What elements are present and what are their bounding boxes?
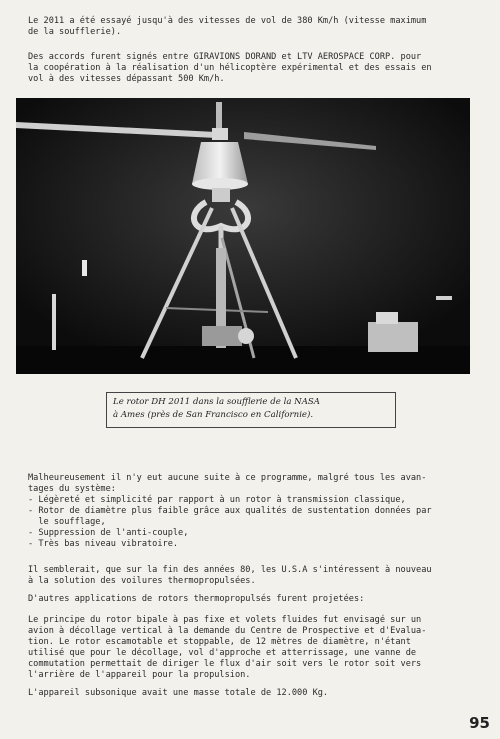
paragraph-agreements: Des accords furent signés entre GIRAVIONS DORAND et LTV AEROSPACE CORP. pour la coopération à la réalisation d'un hélicoptère expérimental et des essais en vol à des vitesses dépassant 500 Km/h. <box>28 52 432 84</box>
paragraph-rotor-principle: Le principe du rotor bipale à pas fixe et volets fluides fut envisagé sur un avion à décollage vertical à la demande du Centre de Prospective et d'Evalua- tion. Le rotor escamotable et stoppable, de 12 mètres de diamètre, n'étant utilisé que pour le décollage, vol d'approche et atterrissage, une vanne de commutation permettait de diriger le flux d'air soit vers le rotor soit vers l'arrière de l'appareil pour la propulsion. <box>28 615 427 680</box>
paragraph-flight-speed: Le 2011 a été essayé jusqu'à des vitesses de vol de 380 Km/h (vitesse maximum de la soufflerie). <box>28 16 427 37</box>
paragraph-other-applications: D'autres applications de rotors thermopropulsés furent projetées: <box>28 594 365 604</box>
paragraph-usa-interest: Il semblerait, que sur la fin des années 80, les U.S.A s'intéressent à nouveau à la solution des voilures thermopropulsées. <box>28 565 432 586</box>
rotor-test-illustration <box>16 98 470 374</box>
page-number: 95 <box>469 714 490 732</box>
paragraph-mass: L'appareil subsonique avait une masse totale de 12.000 Kg. <box>28 688 329 698</box>
paragraph-advantages: Malheureusement il n'y eut aucune suite à ce programme, malgré tous les avan- tages du système: - Légèreté et simplicité par rapport à un rotor à transmission classique, - Rotor de diamètre plus faible grâce aux qualités de sustentation données par le soufflage, - Suppression de l'anti-couple, - Très bas niveau vibratoire. <box>28 473 432 549</box>
photo-caption: Le rotor DH 2011 dans la soufflerie de la NASA à Ames (près de San Francisco en Californie). <box>106 392 396 428</box>
wind-tunnel-photo <box>16 98 470 374</box>
